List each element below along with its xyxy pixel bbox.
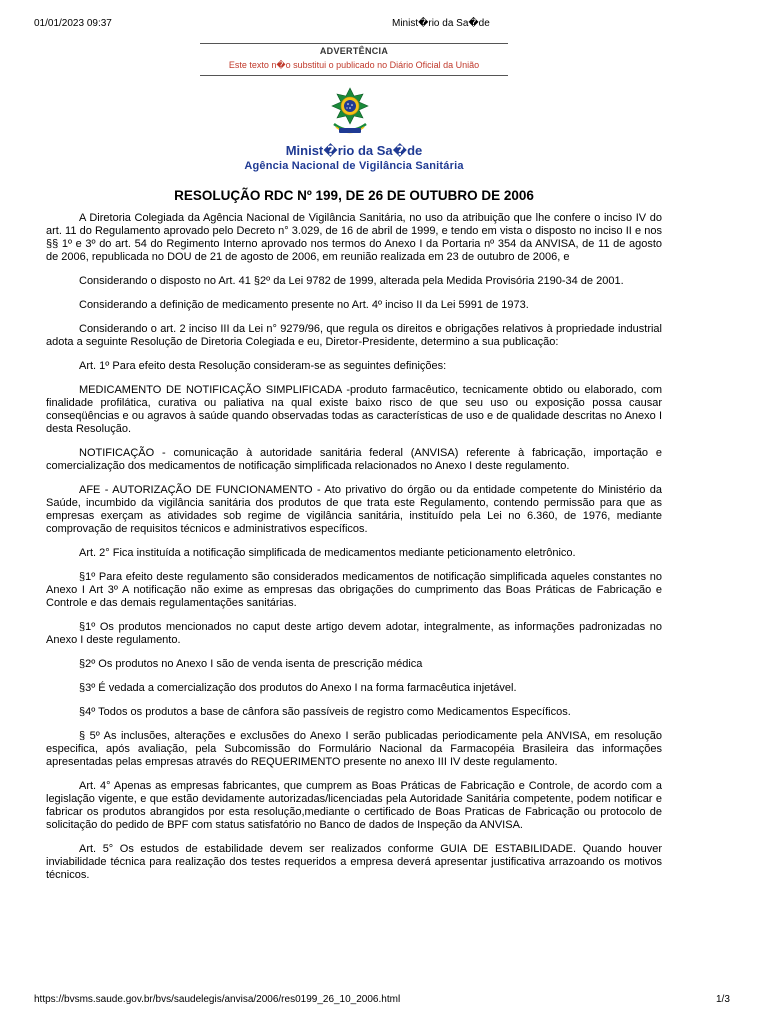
- paragraph: §4º Todos os produtos a base de cânfora são passíveis de registro como Medicamentos Específicos.: [79, 706, 571, 718]
- resolution-body: [46, 212, 662, 893]
- paragraph: NOTIFICAÇÃO - comunicação à autoridade sanitária federal (ANVISA) referente à fabricação, importação e comercialização dos medicamentos de notificação simplificada relacionados no Anexo I deste regulamento.: [46, 447, 662, 472]
- print-page-title: Minist�rio da Sa�de: [392, 18, 490, 29]
- paragraph: §1º Para efeito deste regulamento são considerados medicamentos de notificação simplificada aqueles constantes no Anexo I Art 3º A notificação não exime as empresas das obrigações do cumprimento das Boas Práticas de Fabricação e Controle e das demais regulamentações sanitárias.: [46, 571, 662, 609]
- paragraph: Considerando o disposto no Art. 41 §2º da Lei 9782 de 1999, alterada pela Medida Provisória 2190-34 de 2001.: [79, 275, 624, 287]
- paragraph: Art. 5° Os estudos de estabilidade devem ser realizados conforme GUIA DE ESTABILIDADE. Quando houver inviabilidade técnica para realização dos testes requeridos a empresa deverá apresentar justificativa arrazoando os motivos técnicos.: [46, 843, 662, 881]
- paragraph: Considerando a definição de medicamento presente no Art. 4º inciso II da Lei 5991 de 1973.: [79, 299, 529, 311]
- paragraph: §1º Os produtos mencionados no caput deste artigo devem adotar, integralmente, as informações padronizadas no Anexo I deste regulamento.: [46, 621, 662, 646]
- paragraph: §2º Os produtos no Anexo I são de venda isenta de prescrição médica: [79, 658, 423, 670]
- agency-name: Agência Nacional de Vigilância Sanitária: [244, 160, 464, 172]
- paragraph: A Diretoria Colegiada da Agência Nacional de Vigilância Sanitária, no uso da atribuição que lhe confere o inciso IV do art. 11 do Regulamento aprovado pelo Decreto n° 3.029, de 16 de abril de 1999, e tendo em vista o disposto no inciso II e nos §§ 1º e 3º do art. 54 do Regimento Interno aprovado nos termos do Anexo I da Portaria nº 354 da ANVISA, de 11 de agosto de 2006, republicada no DOU de 21 de agosto de 2006, em reunião realizada em 23 de outubro de 2006, e: [46, 212, 662, 263]
- paragraph: § 5º As inclusões, alterações e exclusões do Anexo I serão publicadas periodicamente pela ANVISA, em resolução especifica, após avaliação, pela Subcomissão do Formulário Nacional da Farmacopéia Brasileira das informações apresentadas pelas empresas através do REQUERIMENTO presente no anexo III IV deste regulamento.: [46, 730, 662, 768]
- footer-url: https://bvsms.saude.gov.br/bvs/saudelegis/anvisa/2006/res0199_26_10_2006.html: [34, 994, 401, 1005]
- paragraph: Art. 2° Fica instituída a notificação simplificada de medicamentos mediante peticionamento eletrônico.: [79, 547, 576, 559]
- paragraph: Art. 1º Para efeito desta Resolução consideram-se as seguintes definições:: [79, 360, 447, 372]
- paragraph: §3º É vedada a comercialização dos produtos do Anexo I na forma farmacêutica injetável.: [79, 682, 517, 694]
- print-datetime: 01/01/2023 09:37: [34, 18, 112, 29]
- paragraph: AFE - AUTORIZAÇÃO DE FUNCIONAMENTO - Ato privativo do órgão ou da entidade competente do Ministério da Saúde, incumbido da vigilância sanitária dos produtos de que trata este Regulamento, contendo permissão para que as empresas exerçam as atividades sob regime de vigilância sanitária, instituído pela Lei no 6.360, de 1976, mediante comprovação de requisitos técnicos e administrativos específicos.: [46, 484, 662, 535]
- ministry-name: Minist�rio da Sa�de: [285, 143, 423, 158]
- paragraph: MEDICAMENTO DE NOTIFICAÇÃO SIMPLIFICADA -produto farmacêutico, tecnicamente obtido ou elaborado, com finalidade profilática, curativa ou paliativa na qual existe baixo risco de que seu uso ou exposição possa causar conseqüências e ou agravos à saúde quando observadas todas as características de uso e de qualidade descritas no Anexo I desta Resolução.: [46, 384, 662, 435]
- page-number: 1/3: [716, 994, 730, 1005]
- paragraph: Art. 4° Apenas as empresas fabricantes, que cumprem as Boas Práticas de Fabricação e Controle, de acordo com a legislação vigente, e que estão devidamente autorizadas/licenciadas pela Autoridade Sanitária competente, podem notificar e fabricar os produtos abrangidos por esta resolução,mediante o certificado de Boas Praticas de Fabricação ou protocolo de solicitação do pedido de BPF com status satisfatório no Banco de dados de Inspeção da ANVISA.: [46, 780, 662, 831]
- coat-of-arms-icon: [328, 86, 372, 138]
- resolution-title: RESOLUÇÃO RDC Nº 199, DE 26 DE OUTUBRO DE 2006: [174, 188, 534, 203]
- advisory-box: [200, 43, 508, 76]
- advisory-title: ADVERTÊNCIA: [319, 46, 389, 56]
- advisory-text: Este texto n�o substitui o publicado no Diário Oficial da União: [228, 60, 480, 70]
- paragraph: Considerando o art. 2 inciso III da Lei n° 9279/96, que regula os direitos e obrigações relativos à propriedade industrial adota a seguinte Resolução de Diretoria Colegiada e eu, Diretor-Presidente, determino a sua publicação:: [46, 323, 662, 348]
